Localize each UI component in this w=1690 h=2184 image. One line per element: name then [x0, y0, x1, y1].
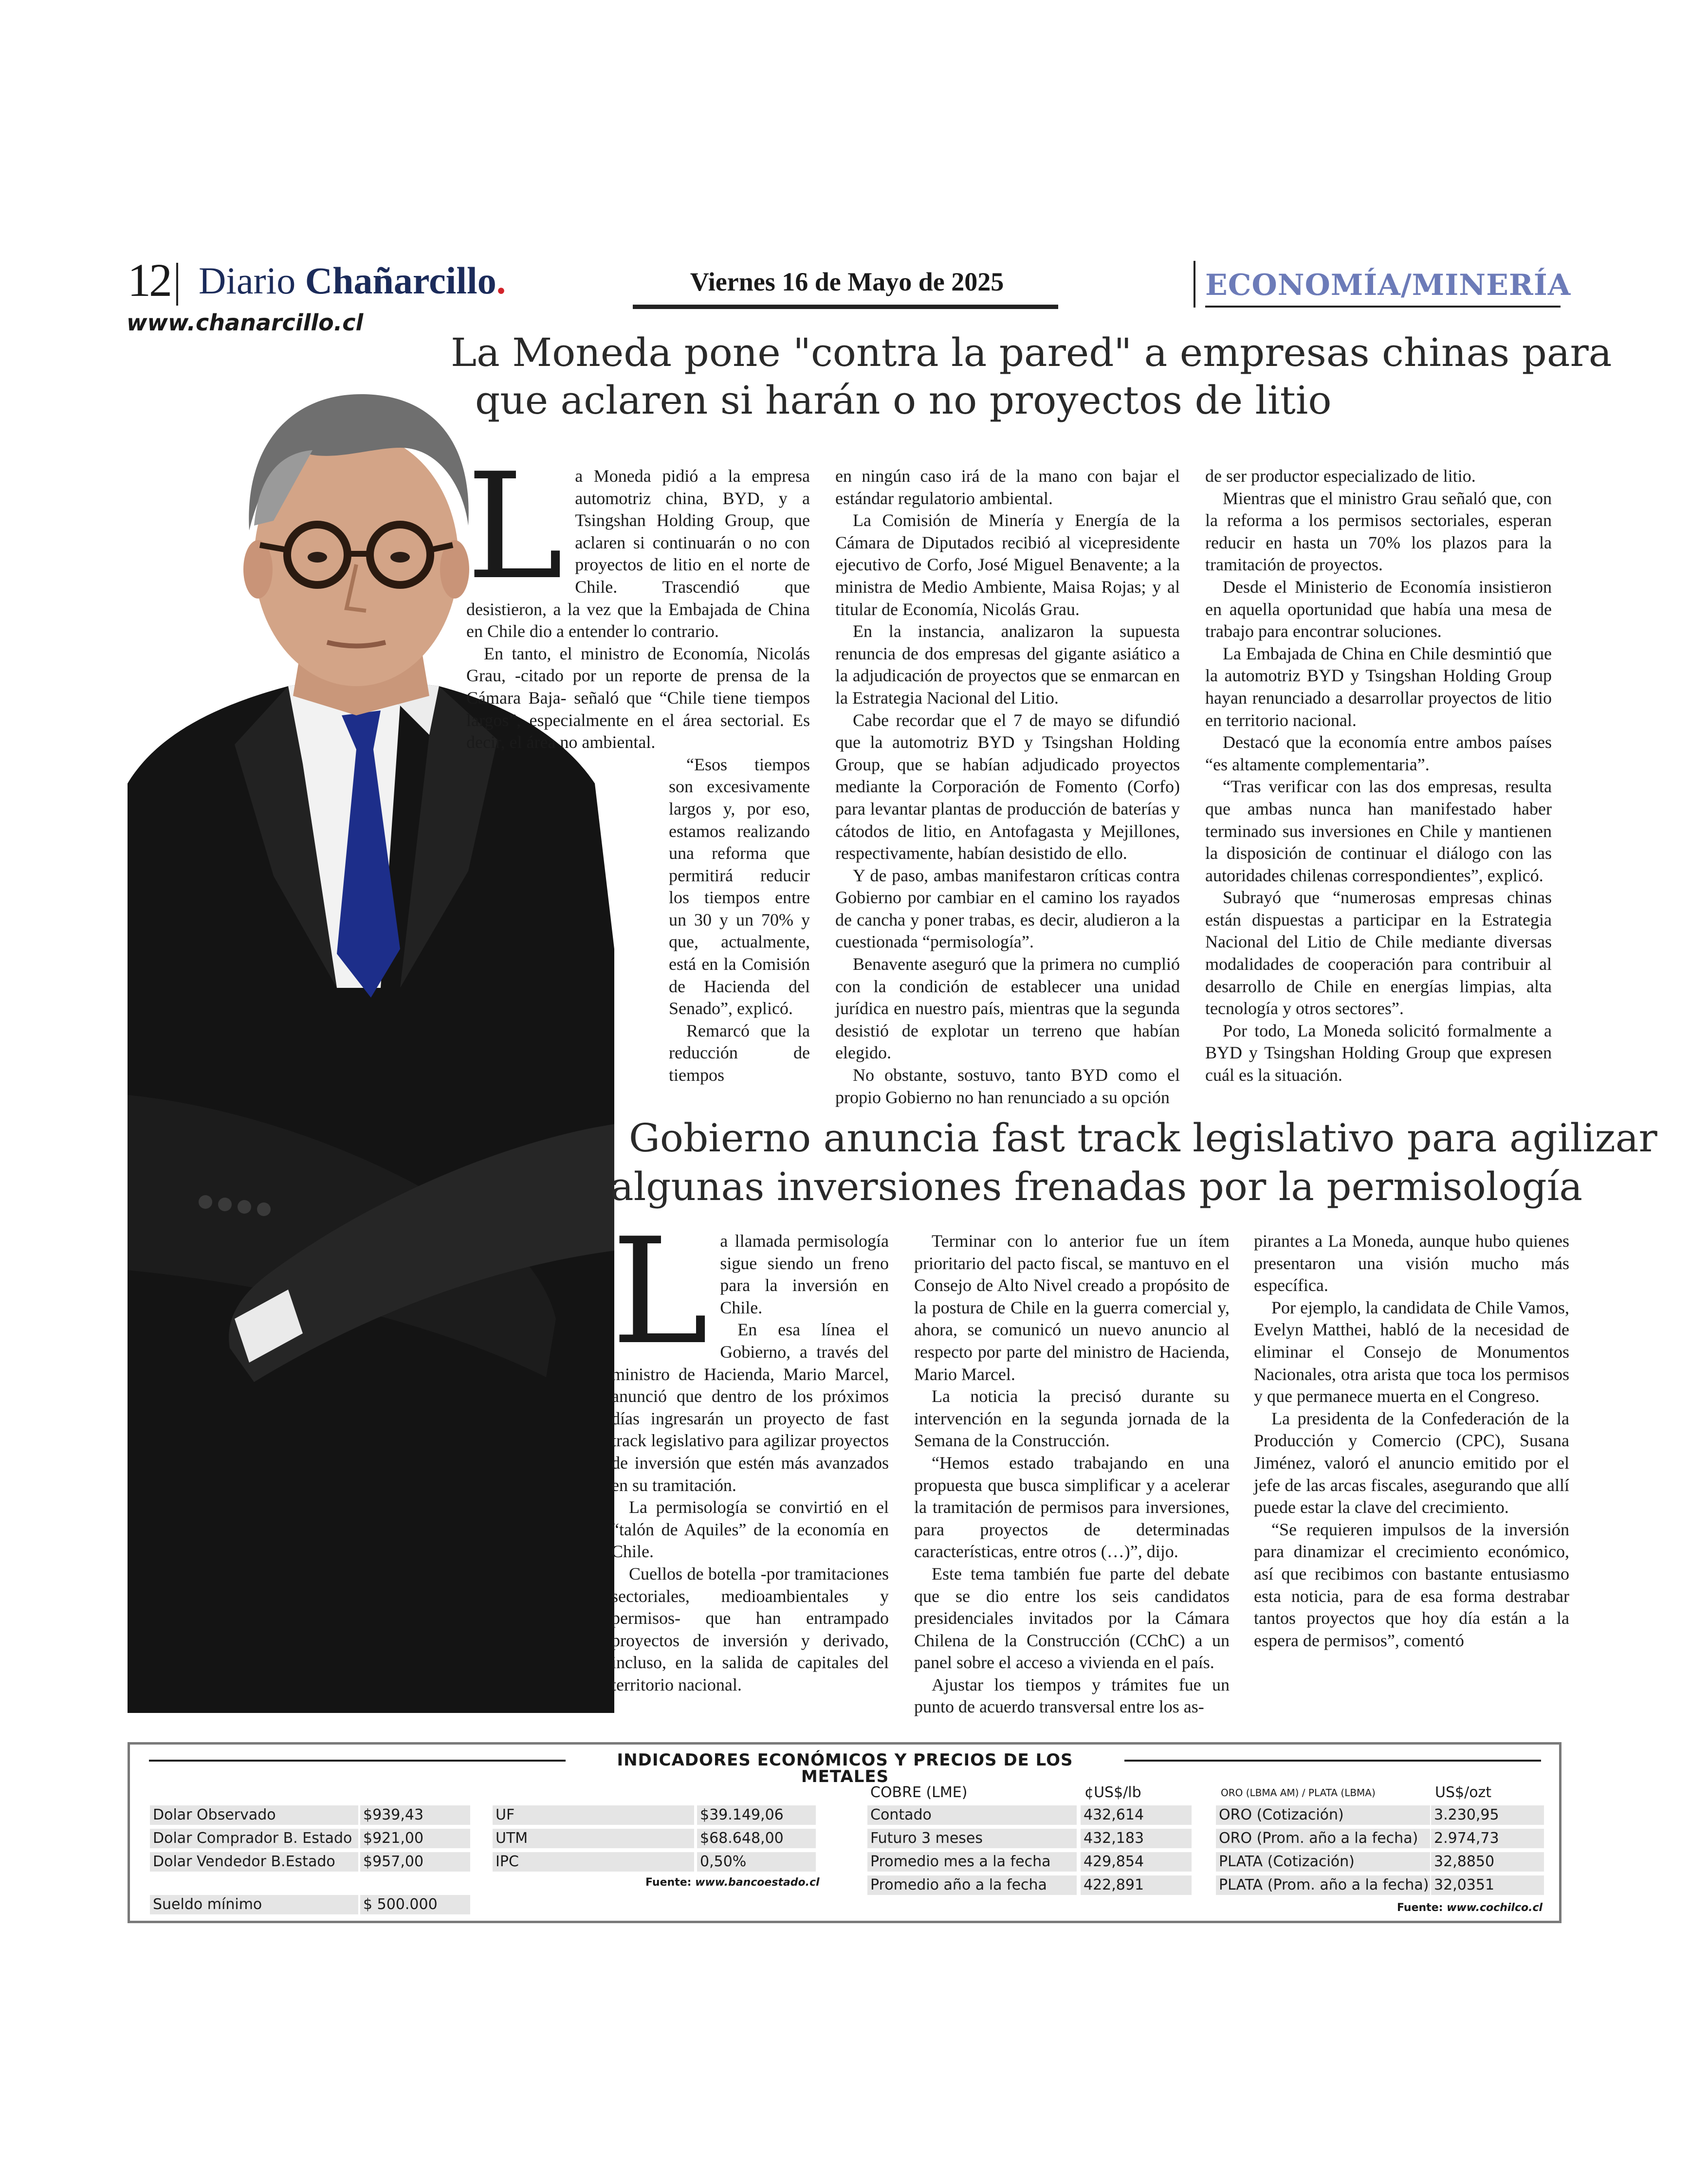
sueldo-minimo-value: $ 500.000 [360, 1895, 470, 1914]
source-prefix: Fuente: [1397, 1902, 1447, 1914]
dolar-comprador-value: $921,00 [360, 1829, 470, 1848]
oro-promedio-label: ORO (Prom. año a la fecha) [1216, 1829, 1430, 1848]
article2-paragraph: Ajustar los tiempos y trámites fue un punto de acuerdo transversal entre los as- [914, 1674, 1230, 1717]
section-divider [1194, 261, 1195, 308]
source-link[interactable]: www.bancoestado.cl [695, 1876, 820, 1889]
article1-headline-line1: La Moneda pone "contra la pared" a empresas chinas para [451, 330, 1612, 375]
article2-paragraph: En esa línea el Gobierno, a través del ministro de Hacienda, Mario Marcel, anunció que dentro de los próximos días ingresarán un proyecto de fast track legislativo para agilizar proyectos de inversión que estén más avanzados en su tramitación. [611, 1320, 889, 1495]
source-prefix: Fuente: [645, 1876, 696, 1889]
source-cochilco [1397, 1901, 1543, 1915]
copper-contado-label: Contado [867, 1805, 1077, 1825]
article1-paragraph: “Esos tiempos son excesivamente largos y, por eso, estamos realizando una reforma que permitirá reducir los tiempos entre un 30 y un 70% y que, actualmente, está en la Comisión de Hacienda del Senado”, explicó. [669, 754, 810, 1019]
article1-dropcap: L [466, 442, 564, 612]
article1-paragraph: a Moneda pidió a la empresa automotriz china, BYD, y a Tsingshan Holding Group, que aclaren si continuarán o no con proyectos de litio en el norte de Chile. Trascendió que desistieron, a la vez que la Embajada de China en Chile dio a entender lo contrario. [466, 466, 810, 641]
copper-mes-label: Promedio mes a la fecha [867, 1852, 1077, 1872]
article2-column3 [1254, 1230, 1569, 1652]
article1-paragraph: Mientras que el ministro Grau señaló que, con la reforma a los permisos sectoriales, esperan reducir en hasta un 70% los plazos para la tramitación de proyectos. [1205, 488, 1552, 575]
indicators-title: INDICADORES ECONÓMICOS Y PRECIOS DE LOS METALES [617, 1750, 1073, 1786]
article1-paragraph: Remarcó que la reducción de tiempos [669, 1020, 810, 1085]
issue-date: Viernes 16 de Mayo de 2025 [690, 267, 1004, 296]
article2-paragraph: Terminar con lo anterior fue un ítem prioritario del pacto fiscal, se mantuvo en el Consejo de Alto Nivel creado a propósito de la postura de Chile en la guerra comercial y, ahora, se comunicó un nuevo anuncio al respecto por parte del ministro de Hacienda, Mario Marcel. [914, 1231, 1230, 1384]
section-underline [1205, 306, 1561, 308]
article2-paragraph: Cuellos de botella -por tramitaciones sectoriales, medioambientales y permisos- que han entrampado proyectos de inversión y derivado, incluso, en la salida de capitales del territorio nacional. [611, 1564, 889, 1694]
article1-paragraph: La Comisión de Minería y Energía de la Cámara de Diputados recibió al vicepresidente ejecutivo de Corfo, José Miguel Benavente; a la ministra de Medio Ambiente, Maisa Rojas; y al titular de Economía, Nicolás Grau. [835, 510, 1180, 619]
article2-paragraph: “Se requieren impulsos de la inversión para dinamizar el crecimiento económico, así que recibimos con bastante entusiasmo esta noticia, para de esa forma destrabar tantos proyectos que hoy día están a la espera de permisos”, comentó [1254, 1519, 1569, 1650]
article1-paragraph: En la instancia, analizaron la supuesta renuncia de dos empresas del gigante asiático a la adjudicación de proyectos que se enmarcan en la Estrategia Nacional del Litio. [835, 621, 1180, 708]
masthead-dot: . [496, 259, 506, 302]
oro-promedio-value: 2.974,73 [1431, 1829, 1544, 1848]
article2-column1 [611, 1207, 889, 1696]
article1-column3 [1205, 465, 1552, 1087]
copper-header: COBRE (LME) [870, 1784, 968, 1801]
source-link[interactable]: www.cochilco.cl [1447, 1902, 1543, 1914]
indicators-title-rule-right [1124, 1760, 1541, 1762]
plata-promedio-value: 32,0351 [1431, 1875, 1544, 1895]
utm-label: UTM [493, 1829, 694, 1848]
article2-column2 [914, 1230, 1230, 1718]
article1-paragraph: de ser productor especializado de litio. [1205, 466, 1476, 486]
copper-unit: ¢US$/lb [1084, 1784, 1141, 1801]
indicators-title-rule-left [149, 1760, 566, 1762]
copper-contado-value: 432,614 [1081, 1805, 1192, 1825]
header-divider [176, 263, 178, 306]
website-url[interactable]: www.chanarcillo.cl [127, 309, 364, 336]
plata-promedio-label: PLATA (Prom. año a la fecha) [1216, 1875, 1430, 1895]
uf-value: $39.149,06 [697, 1805, 816, 1825]
article1-paragraph: Subrayó que “numerosas empresas chinas están dispuestas a participar en la Estrategia Nacional del Litio de Chile mediante diversas modalidades de cooperación para contribuir al desarrollo de Chile en energías limpias, alta tecnología y otros sectores”. [1205, 888, 1552, 1019]
copper-anio-value: 422,891 [1081, 1875, 1192, 1895]
copper-mes-value: 429,854 [1081, 1852, 1192, 1872]
dolar-vendedor-value: $957,00 [360, 1852, 470, 1872]
dolar-observado-value: $939,43 [360, 1805, 470, 1825]
article1-paragraph: Destacó que la economía entre ambos países “es altamente complementaria”. [1205, 732, 1552, 774]
dolar-vendedor-label: Dolar Vendedor B.Estado [150, 1852, 358, 1872]
utm-value: $68.648,00 [697, 1829, 816, 1848]
ipc-label: IPC [493, 1852, 694, 1872]
article2-dropcap: L [611, 1207, 709, 1377]
oro-cotizacion-label: ORO (Cotización) [1216, 1805, 1430, 1825]
article2-paragraph: La presidenta de la Confederación de la Producción y Comercio (CPC), Susana Jiménez, valoró el anuncio emitido por el jefe de las arcas fiscales, asegurando que allí puede estar la clave del crecimiento. [1254, 1408, 1569, 1517]
gold-header: ORO (LBMA AM) / PLATA (LBMA) [1221, 1787, 1376, 1799]
uf-label: UF [493, 1805, 694, 1825]
date-underline [633, 305, 1058, 309]
article2-paragraph: pirantes a La Moneda, aunque hubo quienes presentaron una visión mucho más específica. [1254, 1231, 1569, 1295]
article1-paragraph: “Tras verificar con las dos empresas, resulta que ambas nunca han manifestado haber terminado sus inversiones en Chile y mantienen la disposición de continuar el diálogo con las autoridades chilenas correspondientes”, explicó. [1205, 777, 1552, 885]
article2-paragraph: La noticia la precisó durante su intervención en la segunda jornada de la Semana de la Construcción. [914, 1386, 1230, 1451]
page-number: 12 [128, 254, 170, 306]
article1-paragraph: No obstante, sostuvo, tanto BYD como el propio Gobierno no han renunciado a su opción [835, 1065, 1180, 1107]
plata-cotizacion-value: 32,8850 [1431, 1852, 1544, 1872]
article2-paragraph: “Hemos estado trabajando en una propuesta que busca simplificar y a acelerar la tramitación de permisos para inversiones, para proyectos de determinadas características, entre otros (…)”, dijo. [914, 1453, 1230, 1562]
article1-headline-line2: que aclaren si harán o no proyectos de litio [475, 378, 1332, 423]
article2-paragraph: Este tema también fue parte del debate que se dio entre los seis candidatos presidenciales invitados por la Cámara Chilena de la Construcción (CChC) a un panel sobre el acceso a vivienda en el país. [914, 1564, 1230, 1673]
source-bancoestado [645, 1875, 820, 1890]
article2-headline-line1: Gobierno anuncia fast track legislativo para agilizar [629, 1115, 1657, 1161]
section-label: ECONOMÍA/MINERÍA [1205, 268, 1571, 302]
masthead-name: Chañarcillo [305, 259, 496, 302]
sueldo-minimo-label: Sueldo mínimo [150, 1895, 358, 1914]
article1-paragraph: Por todo, La Moneda solicitó formalmente a BYD y Tsingshan Holding Group que expresen cuál es la situación. [1205, 1020, 1552, 1085]
article1-paragraph: en ningún caso irá de la mano con bajar el estándar regulatorio ambiental. [835, 466, 1180, 508]
article1-paragraph: La Embajada de China en Chile desmintió que la automotriz BYD y Tsingshan Holding Group hayan renunciado a desarrollar proyectos de litio en territorio nacional. [1205, 643, 1552, 730]
ipc-value: 0,50% [697, 1852, 816, 1872]
copper-futuro-value: 432,183 [1081, 1829, 1192, 1848]
article1-paragraph: Cabe recordar que el 7 de mayo se difundió que la automotriz BYD y Tsingshan Holding Group, que se habían adjudicado proyectos mediante la Corporación de Fomento (Corfo) para levantar plantas de producción de baterías y cátodos de litio, en Antofagasta y Mejillones, respectivamente, habían desistido de ello. [835, 710, 1180, 863]
article2-paragraph: Por ejemplo, la candidata de Chile Vamos, Evelyn Matthei, habló de la necesidad de eliminar el Consejo de Monumentos Nacionales, otra arista que toca los permisos y que permanece muerta en el Congreso. [1254, 1297, 1569, 1406]
dolar-comprador-label: Dolar Comprador B. Estado [150, 1829, 358, 1848]
article2-headline-line2: algunas inversiones frenadas por la permisología [610, 1164, 1583, 1209]
article1-column2 [835, 465, 1180, 1109]
gold-unit: US$/ozt [1435, 1784, 1492, 1801]
article2-paragraph: La permisología se convirtió en el “talón de Aquiles” de la economía en Chile. [611, 1497, 889, 1562]
copper-anio-label: Promedio año a la fecha [867, 1875, 1077, 1895]
article1-paragraph: En tanto, el ministro de Economía, Nicolás Grau, -citado por un reporte de prensa de la Cámara Baja- señaló que “Chile tiene tiempos largos”, especialmente en el área sectorial. Es decir, el área no ambiental. [466, 643, 810, 752]
article1-paragraph: Benavente aseguró que la primera no cumplió con la condición de establecer una unidad jurídica en nuestro país, mientras que la segunda desistió de explotar un terreno que habían elegido. [835, 954, 1180, 1063]
masthead-prefix: Diario [199, 259, 305, 302]
dolar-observado-label: Dolar Observado [150, 1805, 358, 1825]
article1-paragraph: Y de paso, ambas manifestaron críticas contra Gobierno por cambiar en el camino los rayados de cancha y poner trabas, es decir, aludieron a la cuestionada “permisología”. [835, 865, 1180, 952]
plata-cotizacion-label: PLATA (Cotización) [1216, 1852, 1430, 1872]
copper-futuro-label: Futuro 3 meses [867, 1829, 1077, 1848]
article1-paragraph: Desde el Ministerio de Economía insistieron en aquella oportunidad que había una mesa de trabajo para encontrar soluciones. [1205, 577, 1552, 641]
article2-paragraph: a llamada permisología sigue siendo un freno para la inversión en Chile. [720, 1231, 889, 1317]
oro-cotizacion-value: 3.230,95 [1431, 1805, 1544, 1825]
article1-column1 [466, 442, 810, 1087]
masthead [199, 259, 506, 302]
